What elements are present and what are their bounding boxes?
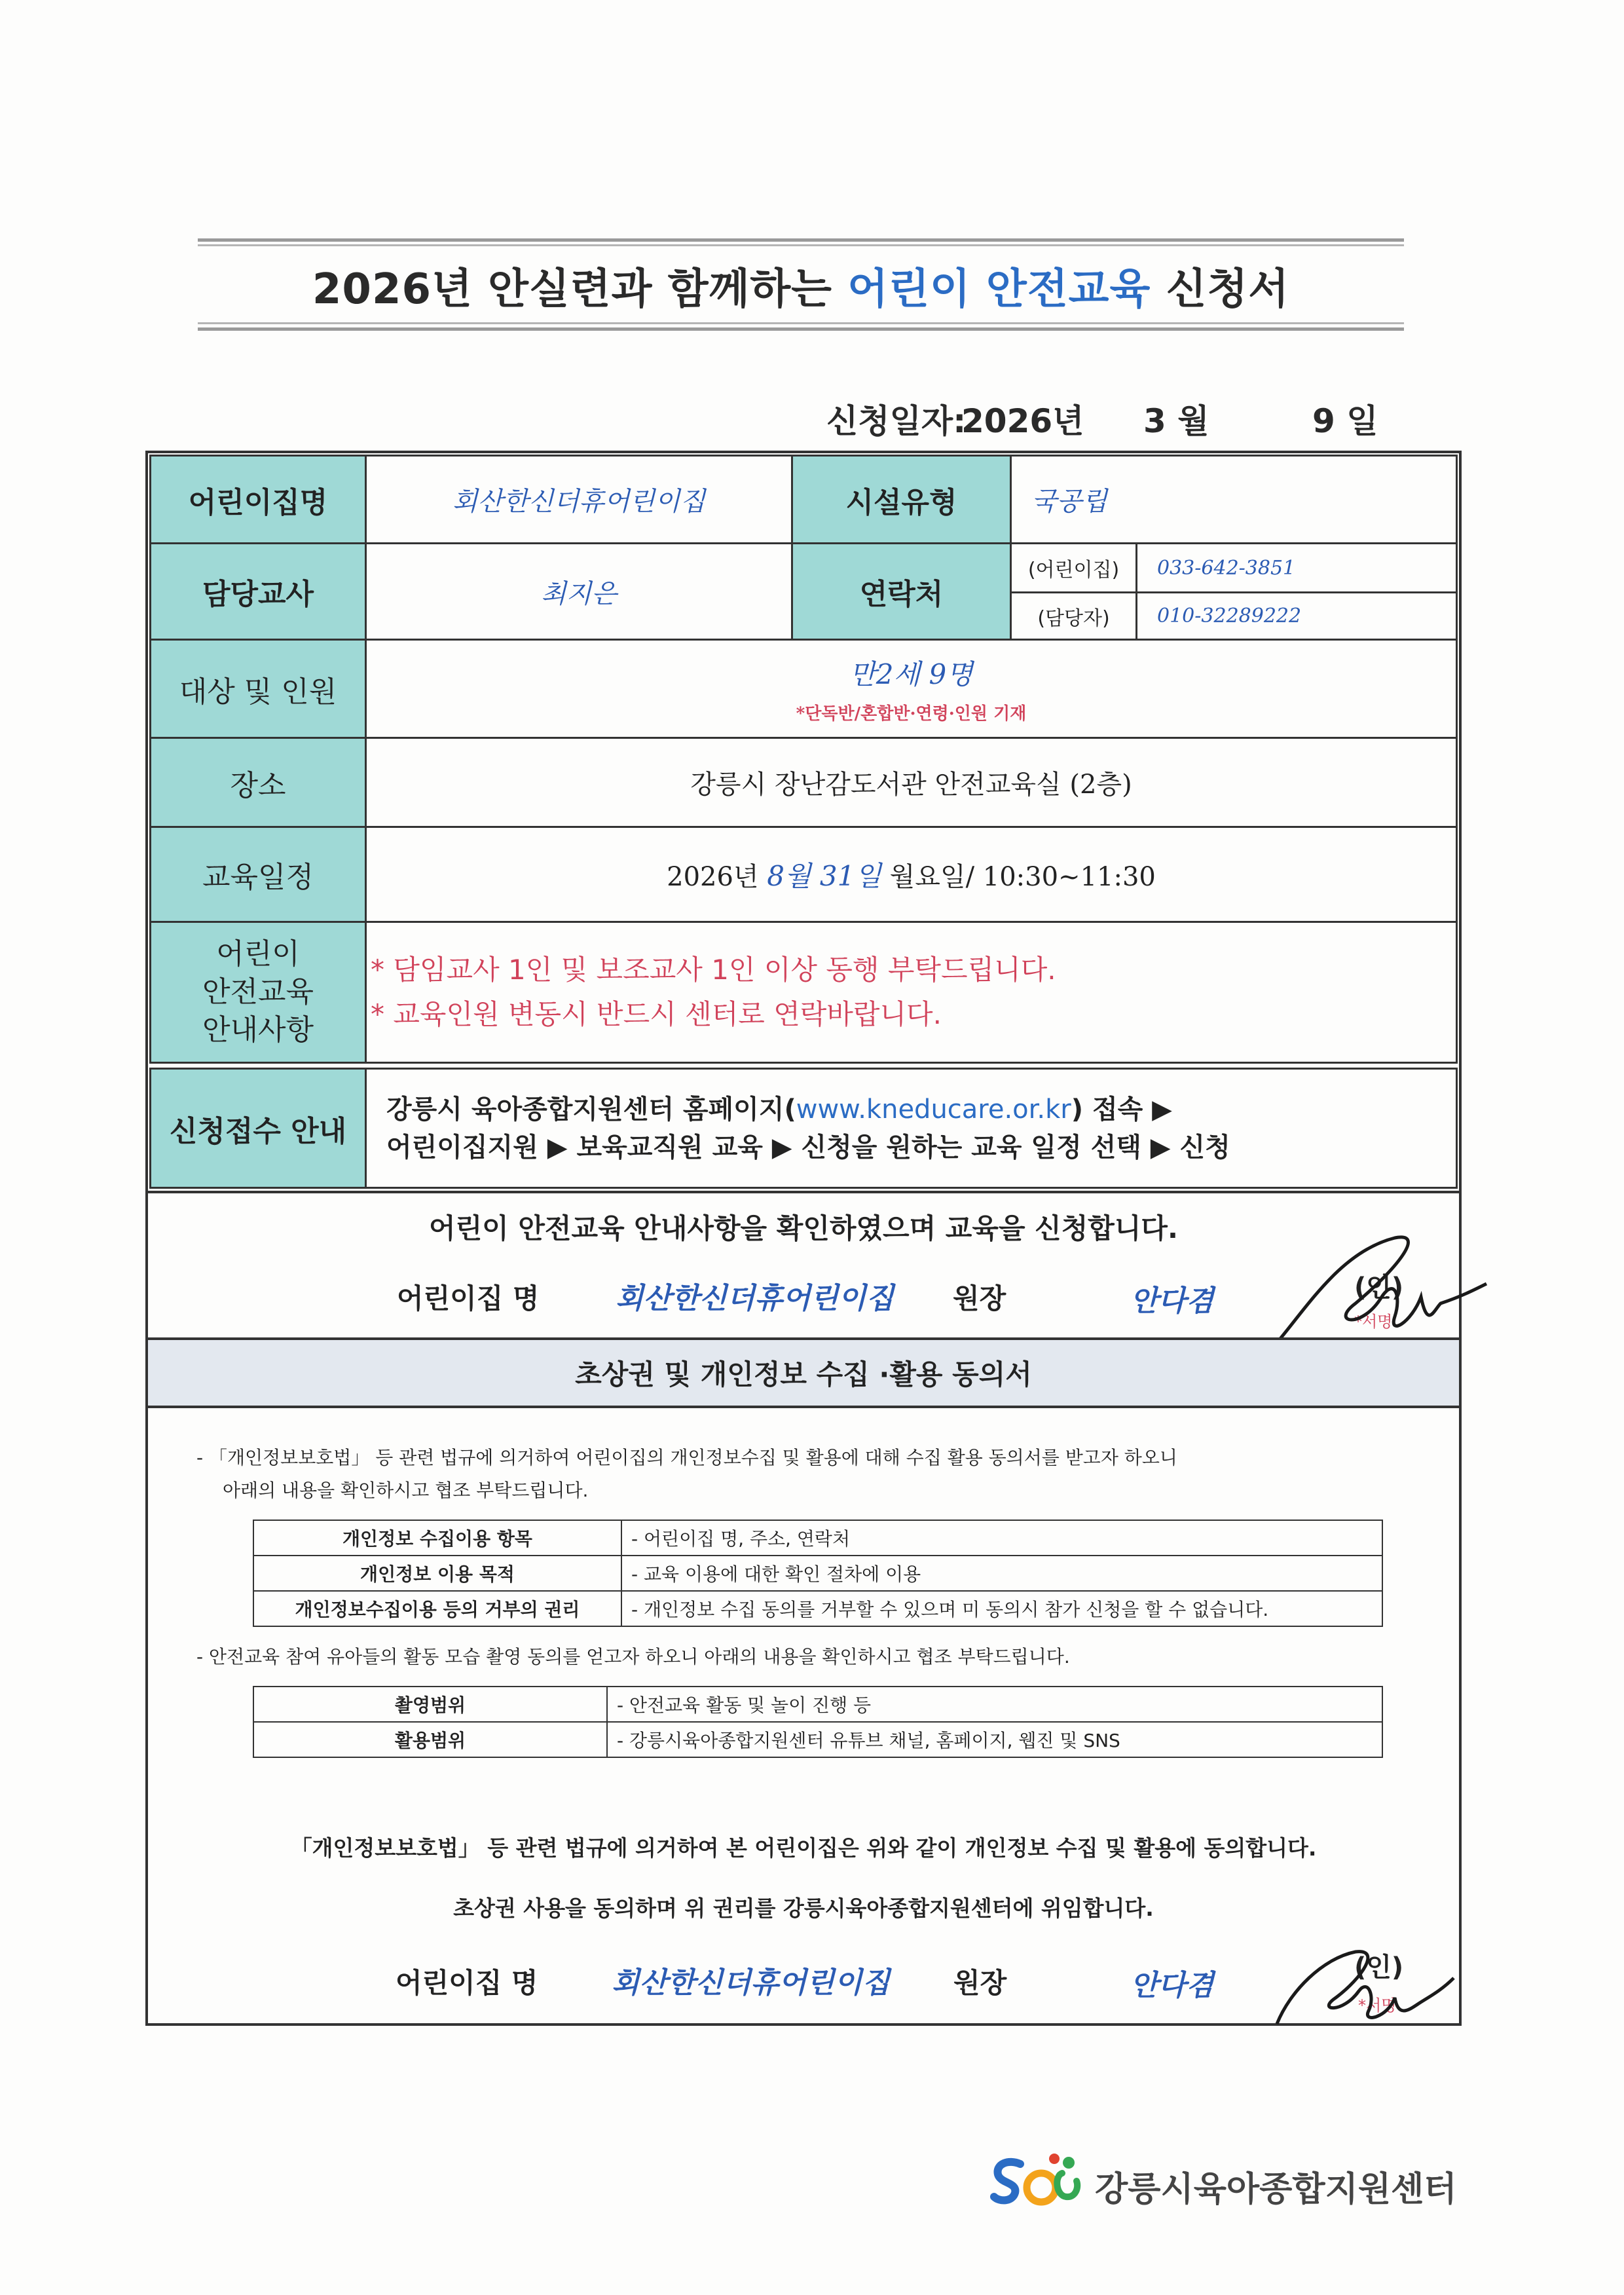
apply-field [365,1068,1458,1189]
notice-header: 어린이 안전교육 안내사항 [149,921,367,1064]
title-text-1: 2026년 안실련과 함께하는 [312,265,832,314]
consent-table-personal [253,1520,1383,1627]
teacher-header: 담당교사 [149,542,367,641]
target-value: 만2세 9명 [849,658,973,690]
notice-line-2: * 교육인원 변동시 반드시 센터로 연락바랍니다. [371,998,942,1030]
daycare-name-field[interactable]: 회산한신더휴어린이집 [365,455,793,544]
consent-sign-note: *서명 [1358,1996,1397,2015]
schedule-field[interactable] [365,826,1458,923]
consent-director-label: 원장 [953,1967,1007,1999]
consent-seal-label: (인) [1354,1952,1404,1983]
notice-field [365,921,1458,1064]
schedule-date: 8월 31일 [767,860,881,892]
page-title [198,255,1404,316]
title-rule-bottom-2 [198,327,1404,331]
contact-daycare-field[interactable]: 033-642-3851 [1135,542,1458,593]
table-row: 개인정보수집이용 등의 거부의 권리 - 개인정보 수집 동의를 거부할 수 있으며 미 동의시 참가 신청을 할 수 없습니다. [253,1591,1382,1626]
consent-agree-2: 초상권 사용을 동의하며 위 권리를 강릉시육아종합지원센터에 위임합니다. [453,1895,1154,1921]
consent-agree-1: 「개인정보보호법」 등 관련 법규에 의거하여 본 어린이집은 위와 같이 개인정보 수집 및 활용에 동의합니다. [290,1835,1317,1861]
contact-header: 연락처 [791,542,1012,641]
contact-person-label: (담당자) [1010,591,1137,641]
date-year: 2026년 [961,402,1084,440]
daycare-name-header: 어린이집명 [149,455,367,544]
table-row: 개인정보 수집이용 항목 - 어린이집 명, 주소, 연락처 [253,1520,1382,1556]
contact-daycare-label: (어린이집) [1010,542,1137,593]
confirm-daycare-value[interactable]: 회산한신더휴어린이집 [616,1282,895,1315]
title-highlight: 어린이 안전교육 [847,265,1151,314]
target-header: 대상 및 인원 [149,639,367,739]
apply-line-1: 강릉시 육아종합지원센터 홈페이지(www.kneducare.or.kr) 접속 ▶ [386,1094,1172,1125]
facility-type-field[interactable]: 국공립 [1010,455,1458,544]
table-row: 개인정보 이용 목적 - 교육 이용에 대한 확인 절차에 이용 [253,1556,1382,1591]
confirm-signature [1270,1225,1493,1356]
confirm-director-label: 원장 [953,1282,1006,1315]
title-rule-bottom [198,322,1404,324]
schedule-time: 월요일/ 10:30~11:30 [889,861,1156,892]
date-day: 9 일 [1312,402,1378,440]
consent-intro-1: - 「개인정보보호법」 등 관련 법규에 의거하여 어린이집의 개인정보수집 및 활용에 대해 수집 활용 동의서를 받고자 하오니 [196,1447,1177,1468]
homepage-link[interactable]: www.kneducare.or.kr [796,1094,1071,1125]
confirm-statement: 어린이 안전교육 안내사항을 확인하였으며 교육을 신청합니다. [429,1212,1178,1244]
notice-line-1: * 담임교사 1인 및 보조교사 1인 이상 동행 부탁드립니다. [371,954,1056,986]
place-header: 장소 [149,737,367,828]
consent-intro-3: - 안전교육 참여 유아들의 활동 모습 촬영 동의를 얻고자 하오니 아래의 내용을 확인하시고 협조 부탁드립니다. [196,1646,1070,1668]
title-rule-top [198,238,1404,242]
table-row: 촬영범위 - 안전교육 활동 및 놀이 진행 등 [253,1687,1382,1722]
target-note: *단독반/혼합반·연령·인원 기재 [796,704,1027,724]
apply-header: 신청접수 안내 [149,1068,367,1189]
section-divider [145,1191,1462,1193]
target-field[interactable] [365,639,1458,739]
center-logo-icon [989,2150,1087,2209]
confirm-director-value[interactable]: 안다겸 [1130,1284,1214,1318]
title-rule-top-2 [198,244,1404,246]
place-field[interactable]: 강릉시 장난감도서관 안전교육실 (2층) [365,737,1458,828]
facility-type-header: 시설유형 [791,455,1012,544]
consent-daycare-value[interactable]: 회산한신더휴어린이집 [612,1966,891,2000]
footer-org-name: 강릉시육아종합지원센터 [1095,2170,1457,2209]
table-row: 활용범위 - 강릉시육아종합지원센터 유튜브 채널, 홈페이지, 웹진 및 SNS [253,1722,1382,1757]
teacher-field[interactable]: 최지은 [365,542,793,641]
consent-header: 초상권 및 개인정보 수집 ·활용 동의서 [148,1337,1459,1408]
schedule-header: 교육일정 [149,826,367,923]
date-label: 신청일자: [826,402,967,440]
date-month: 3 월 [1143,402,1209,440]
apply-line-2: 어린이집지원 ▶ 보육교직원 교육 ▶ 신청을 원하는 교육 일정 선택 ▶ 신청 [386,1132,1230,1163]
consent-director-value[interactable]: 안다겸 [1130,1969,1214,2002]
contact-person-field[interactable]: 010-32289222 [1135,591,1458,641]
confirm-daycare-label: 어린이집 명 [397,1282,540,1315]
title-text-2: 신청서 [1166,265,1290,314]
consent-daycare-label: 어린이집 명 [396,1967,538,1999]
consent-intro-2: 아래의 내용을 확인하시고 협조 부탁드립니다. [223,1480,589,1501]
confirm-sign-note: *서명 [1354,1313,1393,1331]
schedule-year: 2026년 [667,861,759,892]
confirm-seal-label: (인) [1354,1273,1404,1303]
consent-table-photo [253,1686,1383,1758]
consent-signature [1264,1932,1460,2030]
